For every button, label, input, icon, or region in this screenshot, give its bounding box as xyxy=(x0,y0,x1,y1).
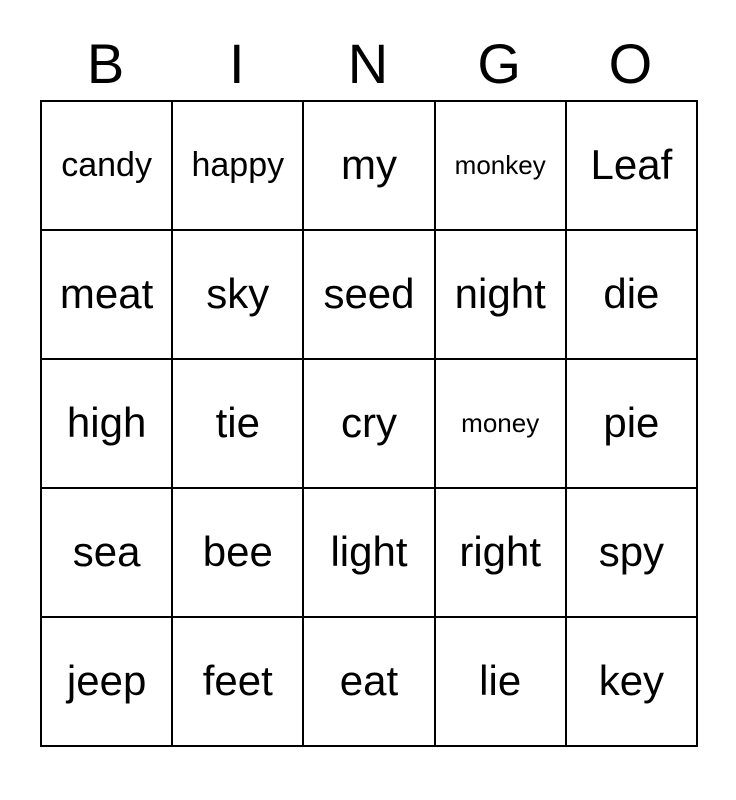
bingo-header-letter-g: G xyxy=(477,32,521,95)
bingo-cell-label: key xyxy=(598,657,665,705)
bingo-cell-label: right xyxy=(459,528,542,576)
bingo-cell-label: happy xyxy=(191,145,285,184)
bingo-cell-label: high xyxy=(66,399,147,447)
bingo-card xyxy=(40,28,696,747)
bingo-cell-label: monkey xyxy=(454,149,546,180)
bingo-cell[interactable] xyxy=(173,360,304,489)
bingo-cell[interactable] xyxy=(304,489,435,618)
bingo-cell-label: tie xyxy=(215,399,260,447)
bingo-cell[interactable] xyxy=(42,231,173,360)
bingo-cell[interactable] xyxy=(436,489,567,618)
bingo-cell[interactable] xyxy=(567,360,698,489)
bingo-cell[interactable] xyxy=(304,618,435,747)
bingo-cell-label: Leaf xyxy=(590,141,673,189)
bingo-cell-label: meat xyxy=(59,270,154,318)
bingo-cell[interactable] xyxy=(304,102,435,231)
bingo-cell[interactable] xyxy=(436,102,567,231)
bingo-cell[interactable] xyxy=(42,102,173,231)
bingo-cell[interactable] xyxy=(42,618,173,747)
bingo-cell[interactable] xyxy=(567,618,698,747)
bingo-cell-label: lie xyxy=(479,657,522,705)
bingo-cell[interactable] xyxy=(567,231,698,360)
bingo-cell-label: sky xyxy=(206,270,270,318)
bingo-cell-label: my xyxy=(340,141,397,189)
bingo-cell-label: eat xyxy=(339,657,399,705)
bingo-cell[interactable] xyxy=(173,618,304,747)
bingo-cell-label: night xyxy=(454,270,546,318)
bingo-header-letter-b: B xyxy=(86,32,125,95)
bingo-cell-label: spy xyxy=(598,528,665,576)
bingo-cell-label: candy xyxy=(61,145,152,184)
bingo-cell-label: feet xyxy=(202,657,273,705)
bingo-cell[interactable] xyxy=(173,489,304,618)
bingo-header xyxy=(40,28,696,100)
bingo-cell-label: jeep xyxy=(66,657,147,705)
bingo-header-letter-o: O xyxy=(608,32,653,95)
bingo-cell-label: money xyxy=(461,407,540,438)
bingo-header-letter-i: I xyxy=(229,32,245,95)
bingo-cell[interactable] xyxy=(436,618,567,747)
bingo-header-letter-n: N xyxy=(347,32,389,95)
bingo-cell-label: bee xyxy=(202,528,273,576)
bingo-cell-label: pie xyxy=(603,399,660,447)
bingo-cell[interactable] xyxy=(173,231,304,360)
bingo-cell-label: die xyxy=(603,270,660,318)
bingo-cell-label: cry xyxy=(340,399,397,447)
bingo-cell[interactable] xyxy=(436,231,567,360)
bingo-cell[interactable] xyxy=(567,102,698,231)
bingo-cell[interactable] xyxy=(173,102,304,231)
bingo-grid xyxy=(40,100,698,747)
bingo-cell[interactable] xyxy=(304,360,435,489)
bingo-cell-label: seed xyxy=(323,270,415,318)
bingo-cell-label: light xyxy=(330,528,408,576)
bingo-cell-label: sea xyxy=(72,528,141,576)
bingo-cell[interactable] xyxy=(42,360,173,489)
bingo-cell[interactable] xyxy=(436,360,567,489)
bingo-cell[interactable] xyxy=(567,489,698,618)
bingo-cell[interactable] xyxy=(42,489,173,618)
bingo-cell[interactable] xyxy=(304,231,435,360)
